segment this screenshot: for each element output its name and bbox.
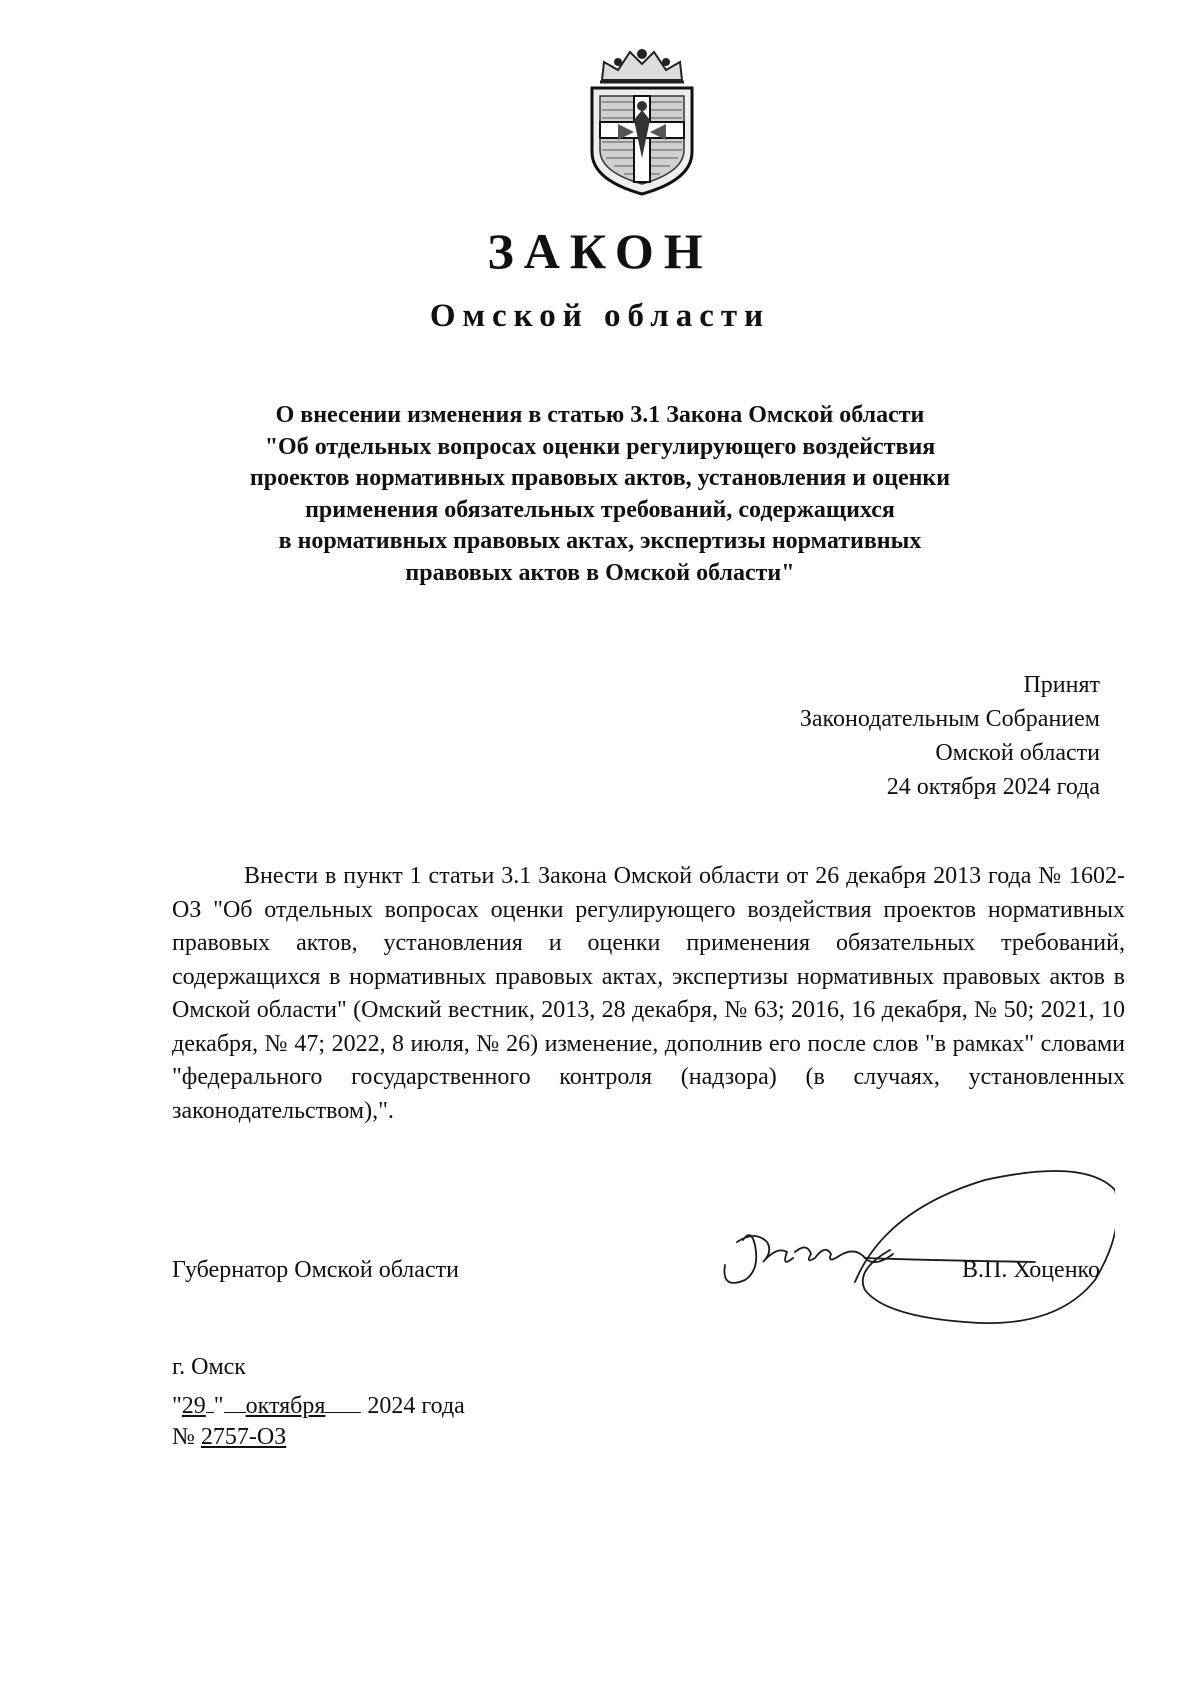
- adoption-line: Омской области: [935, 740, 1100, 766]
- signing-city: г. Омск: [172, 1354, 246, 1380]
- signing-month: октября: [245, 1393, 326, 1419]
- subject-line: в нормативных правовых актах, экспертизы нормативных: [278, 528, 922, 554]
- adoption-date: 24 октября 2024 года: [886, 774, 1100, 800]
- signing-day: 29: [181, 1393, 206, 1419]
- law-body: [172, 860, 1125, 1128]
- signing-year: 2024 года: [367, 1393, 465, 1419]
- subject-line: проектов нормативных правовых актов, установления и оценки: [249, 465, 951, 491]
- adoption-line: Принят: [1023, 672, 1100, 698]
- document-title: ЗАКОН: [487, 223, 713, 279]
- quote-mark: ": [213, 1393, 224, 1419]
- signatory-name: В.П. Хоценко: [962, 1257, 1100, 1283]
- law-subject-heading: [200, 400, 1000, 589]
- body-paragraph: Внести в пункт 1 статьи 3.1 Закона Омской области от 26 декабря 2013 года № 1602-ОЗ "Об отдельных вопросах оценки регулирующего воздействия проектов нормативных правовых актов, установления и оценки применения обязательных требований, содержащихся в нормативных правовых актах, экспертизы нормативных правовых актов в Омской области" (Омский вестник, 2013, 28 декабря, № 63; 2016, 16 декабря, № 50; 2021, 10 декабря, № 47; 2022, 8 июля, № 26) изменение, дополнив его после слов "в рамках" словами "федерального государственного контроля (надзора) (в случаях, установленных законодательством),".: [172, 863, 1125, 1124]
- subject-line: "Об отдельных вопросах оценки регулирующего воздействия: [264, 433, 936, 460]
- number-sign: №: [172, 1424, 195, 1450]
- coat-of-arms-icon: [578, 40, 706, 196]
- subject-line: правовых актов в Омской области": [405, 559, 795, 586]
- document-subtitle: Омской области: [429, 298, 771, 334]
- signatory-position: Губернатор Омской области: [172, 1257, 459, 1283]
- underline-blank: [206, 1390, 214, 1413]
- subject-line: применения обязательных требований, содержащихся: [305, 496, 895, 523]
- handwritten-signature-icon: [715, 1150, 1115, 1335]
- law-number: [172, 1424, 286, 1451]
- subject-line: О внесении изменения в статью 3.1 Закона Омской области: [275, 402, 925, 428]
- underline-blank: [325, 1390, 361, 1413]
- signing-date: [172, 1390, 465, 1420]
- adoption-line: Законодательным Собранием: [799, 706, 1100, 732]
- quote-mark: ": [172, 1393, 182, 1419]
- adoption-note: [800, 668, 1100, 804]
- law-number-value: 2757-ОЗ: [200, 1424, 287, 1450]
- underline-blank: [224, 1390, 246, 1413]
